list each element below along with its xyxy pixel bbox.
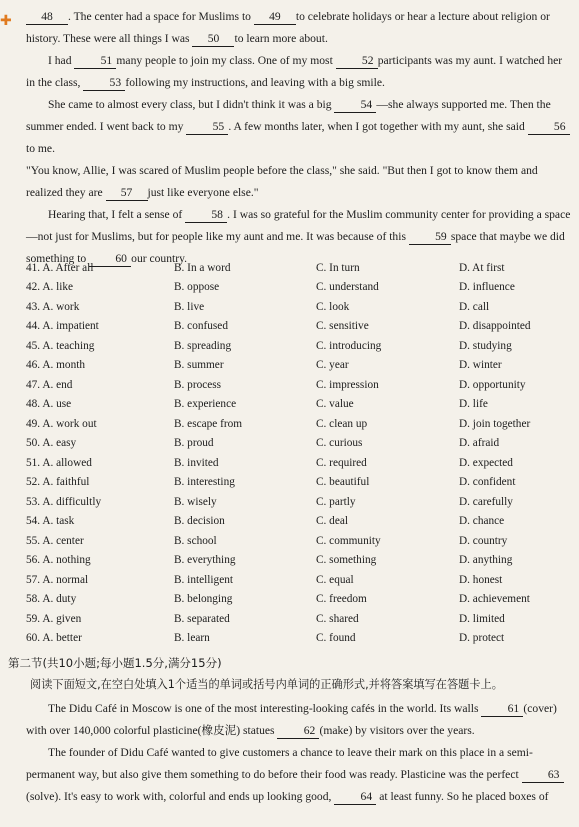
option-d: D. At first [459,261,505,274]
option-b: B. intelligent [174,573,233,586]
option-c: C. equal [316,573,354,586]
option-b: B. live [174,300,205,313]
grammar-paragraph-1 [26,698,574,742]
blank-58: 58 [185,207,227,223]
options-table [26,258,574,648]
passage-text: (cover) with over 140,000 colorful plasticine(橡皮泥) statues [26,702,557,737]
option-b: B. In a word [174,261,231,274]
option-d: D. join together [459,417,531,430]
blank-52: 52 [336,53,378,69]
option-row [26,258,574,278]
option-c: C. community [316,534,381,547]
option-a: 45. A. teaching [26,339,95,352]
option-d: D. achievement [459,593,530,606]
option-b: B. belonging [174,593,233,606]
option-d: D. country [459,534,508,547]
option-a: 53. A. difficultly [26,495,102,508]
option-c: C. introducing [316,339,382,352]
option-row [26,278,574,298]
option-row [26,551,574,571]
option-a: 60. A. better [26,632,82,645]
blank-57: 57 [106,185,148,201]
option-d: D. anything [459,554,513,567]
option-row [26,375,574,395]
passage-text: The Didu Café in Moscow is one of the most interesting-looking cafés in the world. Its walls [48,702,479,715]
option-a: 42. A. like [26,281,74,294]
option-a: 41. A. After all [26,261,94,274]
option-c: C. partly [316,495,356,508]
blank-56: 56 [528,119,570,135]
option-b: B. proud [174,437,214,450]
option-row [26,629,574,649]
option-c: C. year [316,359,349,372]
option-a: 46. A. month [26,359,85,372]
option-c: C. impression [316,378,379,391]
passage-text: . The center had a space for Muslims to [68,10,251,23]
cloze-paragraph-1 [26,6,574,50]
passage-text: to me. [26,142,55,155]
option-a: 54. A. task [26,515,75,528]
option-d: D. afraid [459,437,500,450]
blank-53: 53 [83,75,125,91]
option-row [26,395,574,415]
option-b: B. wisely [174,495,217,508]
option-b: B. escape from [174,417,243,430]
option-a: 44. A. impatient [26,320,99,333]
option-c: C. beautiful [316,476,370,489]
option-row [26,609,574,629]
option-c: C. required [316,456,367,469]
option-d: D. call [459,300,490,313]
option-b: B. separated [174,612,230,625]
option-d: D. carefully [459,495,513,508]
option-a: 49. A. work out [26,417,97,430]
passage-text: to learn more about. [234,32,328,45]
option-row [26,492,574,512]
section-instruction: 阅读下面短文,在空白处填入1个适当的单词或括号内单词的正确形式,并将答案填写在答题卡上。 [30,678,503,691]
option-a: 50. A. easy [26,437,77,450]
option-d: D. confident [459,476,516,489]
option-b: B. school [174,534,217,547]
option-d: D. opportunity [459,378,526,391]
option-a: 57. A. normal [26,573,89,586]
option-a: 51. A. allowed [26,456,92,469]
option-b: B. oppose [174,281,220,294]
passage-text: just like everyone else." [147,186,259,199]
grammar-paragraph-2 [26,742,574,808]
blank-54: 54 [334,97,376,113]
blank-59: 59 [409,229,451,245]
option-d: D. protect [459,632,505,645]
option-row [26,590,574,610]
option-d: D. influence [459,281,515,294]
option-d: D. studying [459,339,512,352]
option-a: 55. A. center [26,534,84,547]
option-row [26,453,574,473]
option-c: C. clean up [316,417,368,430]
cloze-paragraph-2 [26,50,574,94]
option-b: B. invited [174,456,219,469]
option-row [26,434,574,454]
blank-63: 63 [522,767,564,783]
option-b: B. spreading [174,339,232,352]
option-a: 43. A. work [26,300,80,313]
option-b: B. interesting [174,476,235,489]
passage-text: space that maybe we did something to [26,230,565,265]
option-c: C. deal [316,515,348,528]
option-b: B. decision [174,515,225,528]
option-c: C. curious [316,437,363,450]
option-row [26,512,574,532]
passage-text: . I was so grateful for the Muslim community center for providing a space—not just for Muslims, but for people like my aunt and me. It was because of this [26,208,571,243]
option-a: 58. A. duty [26,593,77,606]
passage-text: (solve). It's easy to work with, colorful and ends up looking good, [26,790,332,803]
option-b: B. everything [174,554,236,567]
blank-50: 50 [192,31,234,47]
option-b: B. experience [174,398,237,411]
section-title: 第二节(共10小题;每小题1.5分,满分15分) [8,656,222,670]
option-d: D. honest [459,573,503,586]
option-b: B. learn [174,632,210,645]
passage-text: She came to almost every class, but I didn't think it was a big [48,98,332,111]
cloze-paragraph-4 [26,160,574,204]
passage-text: (make) by visitors over the years. [319,724,475,737]
option-row [26,473,574,493]
passage-text: —she always supported me. Then the summer ended. I went back to my [26,98,551,133]
passage-text: . A few months later, when I got together with my aunt, she said [228,120,525,133]
option-a: 48. A. use [26,398,72,411]
option-d: D. chance [459,515,505,528]
option-c: C. shared [316,612,359,625]
passage-text: following my instructions, and leaving with a big smile. [125,76,385,89]
cloze-paragraph-3 [26,94,574,160]
passage-text: participants was my aunt. I watched her in the class, [26,54,563,89]
option-c: C. In turn [316,261,360,274]
option-d: D. expected [459,456,513,469]
option-row [26,336,574,356]
option-c: C. freedom [316,593,367,606]
option-c: C. understand [316,281,379,294]
option-a: 56. A. nothing [26,554,91,567]
option-row [26,356,574,376]
blank-64: 64 [334,789,376,805]
blank-62: 62 [277,723,319,739]
blank-51: 51 [74,53,116,69]
option-d: D. winter [459,359,502,372]
option-a: 52. A. faithful [26,476,90,489]
plus-icon: ✚ [0,13,12,29]
passage-text: I had [48,54,72,67]
option-row [26,531,574,551]
option-row [26,297,574,317]
blank-48: 48 [26,9,68,25]
passage-text: many people to join my class. One of my most [116,54,333,67]
option-d: D. disappointed [459,320,531,333]
option-b: B. confused [174,320,228,333]
option-d: D. life [459,398,488,411]
option-b: B. summer [174,359,224,372]
option-row [26,414,574,434]
option-a: 47. A. end [26,378,73,391]
passage-text: Hearing that, I felt a sense of [48,208,183,221]
option-a: 59. A. given [26,612,82,625]
option-d: D. limited [459,612,505,625]
blank-55: 55 [186,119,228,135]
option-c: C. found [316,632,356,645]
option-c: C. something [316,554,377,567]
passage-text: our country. [131,252,188,265]
option-row [26,570,574,590]
passage-text: "You know, Allie, I was scared of Muslim people before the class," she said. "But then I got to know them and realized they are [26,164,538,199]
option-b: B. process [174,378,222,391]
passage-text: at least funny. So he placed boxes of [379,790,549,803]
blank-49: 49 [254,9,296,25]
passage-text: to celebrate holidays or hear a lecture about religion or history. These were all things I was [26,10,550,45]
blank-60: 60 [89,251,131,267]
passage-text: The founder of Didu Café wanted to give customers a chance to leave their mark on this place in a semi-permanent way, but also give them something to do before their food was ready. Plasticine was the perfect [26,746,533,781]
option-c: C. sensitive [316,320,369,333]
option-row [26,317,574,337]
blank-61: 61 [481,701,523,717]
option-c: C. value [316,398,354,411]
option-c: C. look [316,300,350,313]
